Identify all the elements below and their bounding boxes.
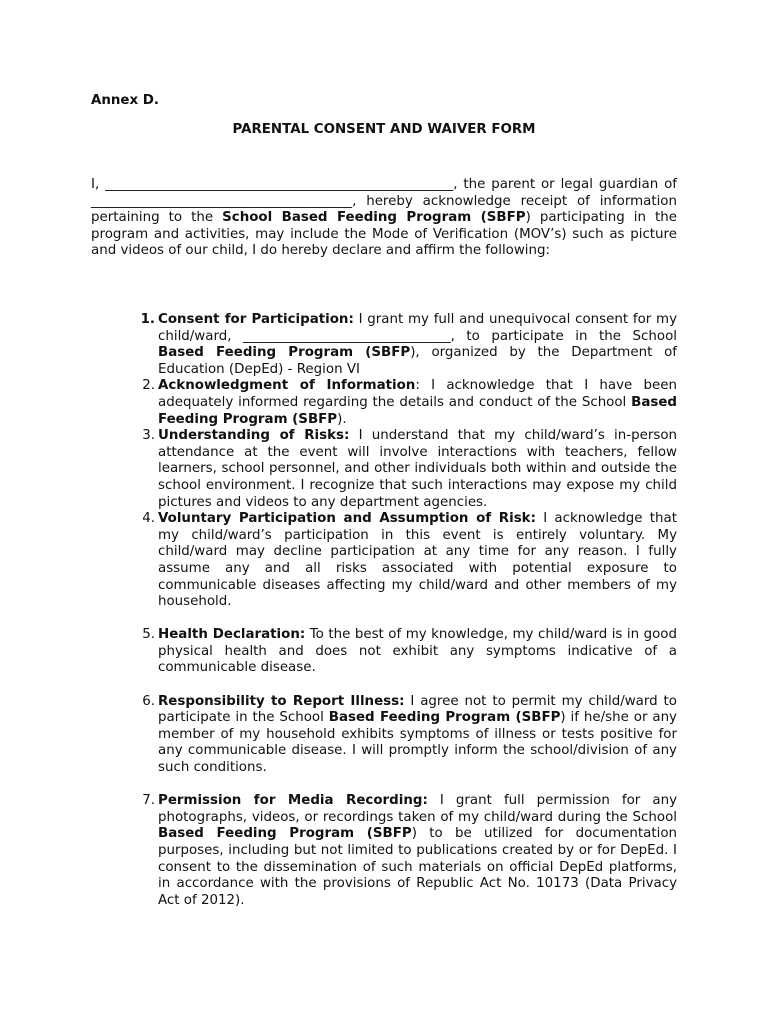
item-program-name: Based Feeding Program (SBFP [158,826,412,842]
intro-text-1: I, ____________________________________________________, the parent or legal guardian of _______________________________________, hereby acknowledge receipt of information pertaining to the [91,177,677,226]
item-number: 6. [142,693,155,709]
item-number: 7. [142,793,155,809]
item-heading: Health Declaration: [158,627,306,643]
list-item-risks [91,428,677,511]
item-text: To the best of my knowledge, my child/ward is in good physical health and does not exhibit any symptoms indicative of a communicable disease. [158,627,678,676]
item-text-end: ) to be utilized for documentation purposes, including but not limited to publications created by or for DepEd. I consent to the dissemination of such materials on official DepEd platforms, in accordance with the provisions of Republic Act No. 10173 (Data Privacy Act of 2012). [158,826,677,908]
item-text: I acknowledge that my child/ward’s participation in this event is entirely voluntary. My child/ward may decline participation at any time for any reason. I fully assume any and all risks associated with potential exposure to communicable diseases affecting my child/ward and other members of my household. [158,511,677,610]
list-item-voluntary-participation [91,511,677,611]
item-program-name: Based Feeding Program (SBFP [158,394,677,427]
item-number: 2. [142,378,155,394]
item-text-end: ). [337,411,347,427]
item-number: 1. [140,312,155,327]
item-text-end: ), organized by the Department of Education (DepEd) - Region VI [158,345,678,377]
item-number: 3. [142,428,155,444]
item-number: 4. [142,511,155,527]
item-text: I grant full permission for any photographs, videos, or recordings taken of my child/ward during the School [158,793,678,825]
item-program-name: Based Feeding Program (SBFP [328,710,561,726]
item-heading: Permission for Media Recording: [158,793,428,809]
item-heading: Acknowledgment of Information [158,378,416,394]
list-item-health-declaration [91,627,677,677]
list-item-acknowledgment [91,378,677,428]
item-program-name: Based Feeding Program (SBFP [158,345,411,361]
item-text: I grant my full and unequivocal consent for my child/ward, _______________________________, to participate in the School [158,312,677,344]
list-item-consent-participation [91,312,677,378]
item-heading: Understanding of Risks: [158,428,350,444]
item-number: 5. [142,627,155,643]
form-title: PARENTAL CONSENT AND WAIVER FORM [232,122,536,137]
item-text: : I acknowledge that I have been adequately informed regarding the details and conduct of the School [158,378,677,410]
item-text: I understand that my child/ward’s in-person attendance at the event will involve interactions with teachers, fellow learners, school personnel, and other individuals both within and outside the school environment. I recognize that such interactions may expose my child pictures and videos to any department agencies. [158,428,677,510]
item-text-end: ) if he/she or any member of my household exhibits symptoms of illness or tests positive for any communicable disease. I will promptly inform the school/division of any such conditions. [158,710,677,776]
item-heading: Responsibility to Report Illness: [158,693,405,709]
annex-label: Annex D. [91,93,160,108]
intro-program-name: School Based Feeding Program (SBFP [222,210,526,226]
intro-text-2: ) participating in the program and activities, may include the Mode of Verification (MOV’s) such as picture and videos of our child, I do hereby declare and affirm the following: [91,210,677,259]
item-heading: Consent for Participation: [158,312,354,327]
item-heading: Voluntary Participation and Assumption of Risk: [158,511,536,527]
consent-list [91,312,677,909]
intro-paragraph [91,177,677,260]
list-item-report-illness [91,694,677,777]
list-item-media-recording [91,793,677,909]
item-text: I agree not to permit my child/ward to participate in the School [158,693,677,726]
